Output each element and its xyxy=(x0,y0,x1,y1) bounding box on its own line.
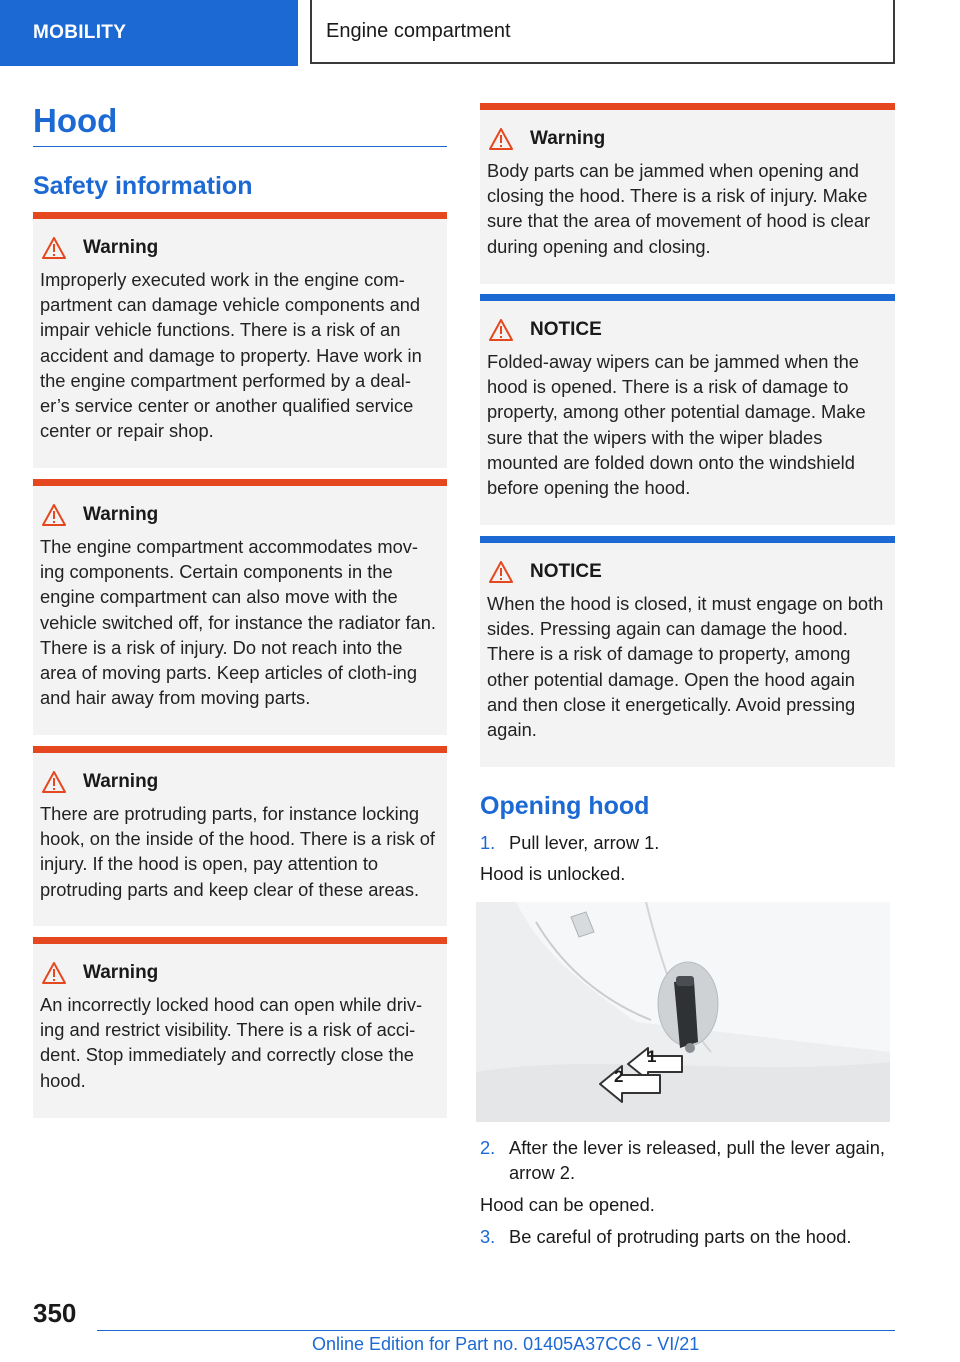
chapter-label: Engine compartment xyxy=(326,19,511,42)
safety-heading: Safety information xyxy=(33,172,253,200)
warning-label: Warning xyxy=(83,962,159,983)
list-item xyxy=(480,1135,900,1185)
notice-label: NOTICE xyxy=(530,561,602,582)
step-text: After the lever is released, pull the lever again, arrow 2. xyxy=(509,1137,885,1183)
step-text: Pull lever, arrow 1. xyxy=(509,832,660,853)
warning-triangle-icon xyxy=(42,504,66,526)
title-rule xyxy=(33,146,447,147)
warning-text: An incorrectly locked hood can open while driv-ing and restrict visibility. There is a risk of acci-dent. Stop immediately and correctly close the hood. xyxy=(40,994,423,1091)
warning-triangle-icon xyxy=(489,128,513,150)
warning-text: Body parts can be jammed when opening and closing the hood. There is a risk of injury. Make sure that the area of movement of hood is clear during opening and closing. xyxy=(487,160,871,257)
step-number: 3. xyxy=(480,1226,496,1247)
warning-box-5 xyxy=(480,103,895,284)
notice-text: When the hood is closed, it must engage on both sides. Pressing again can damage the hood. There is a risk of damage to property, among other potential damage. Open the hood again and then close it energetically. Avoid pressing again. xyxy=(487,593,884,741)
warning-triangle-icon xyxy=(42,771,66,793)
warning-text: Improperly executed work in the engine com-partment can damage vehicle components and impair vehicle functions. There is a risk of an accident and damage to property. Have work in the engine compartment performed by a deal-er’s service center or another qualified service center or repair shop. xyxy=(40,269,422,442)
warning-triangle-icon xyxy=(42,962,66,984)
notice-box-1 xyxy=(480,294,895,525)
hood-release-lever-illustration xyxy=(476,902,890,1122)
warning-box-2 xyxy=(33,479,447,735)
section-label: MOBILITY xyxy=(33,22,127,43)
notice-box-2 xyxy=(480,536,895,767)
warning-triangle-icon xyxy=(42,237,66,259)
list-item xyxy=(480,1224,900,1249)
section-tab xyxy=(0,0,298,66)
notice-text: Folded-away wipers can be jammed when the hood is opened. There is a risk of damage to property, among other potential damage. Make sure that the wipers with the wiper blades mounted are folded down onto the windshield before opening the hood. xyxy=(487,351,866,499)
arrow-2-icon xyxy=(598,1060,664,1104)
step-number: 2. xyxy=(480,1137,496,1158)
step-text: Be careful of protruding parts on the hood. xyxy=(509,1226,852,1247)
warning-box-1 xyxy=(33,212,447,468)
step-result: Hood can be opened. xyxy=(480,1194,655,1215)
page-title: Hood xyxy=(33,102,118,139)
edition-note: Online Edition for Part no. 01405A37CC6 - VI/21 xyxy=(312,1334,700,1354)
chapter-tab xyxy=(310,0,895,64)
footer-rule xyxy=(97,1330,895,1331)
lever-illustration-svg xyxy=(476,902,890,1122)
opening-heading: Opening hood xyxy=(480,792,650,820)
warning-triangle-icon xyxy=(489,561,513,583)
warning-box-4 xyxy=(33,937,447,1118)
arrow-1-label: 1 xyxy=(647,1047,657,1066)
warning-label: Warning xyxy=(530,128,606,149)
steps-list-b xyxy=(480,1135,900,1249)
step-number: 1. xyxy=(480,832,496,853)
warning-text: There are protruding parts, for instance locking hook, on the inside of the hood. There is a risk of injury. If the hood is open, pay attention to protruding parts and keep clear of these areas. xyxy=(40,803,435,900)
warning-triangle-icon xyxy=(489,319,513,341)
arrow-2-label: 2 xyxy=(614,1067,624,1086)
warning-box-3 xyxy=(33,746,447,926)
warning-label: Warning xyxy=(83,237,159,258)
step-result: Hood is unlocked. xyxy=(480,863,626,884)
list-item xyxy=(480,830,900,855)
steps-list-a xyxy=(480,830,900,886)
warning-text: The engine compartment accommodates mov-ing components. Certain components in the engine compartment can also move with the vehicle switched off, for instance the radiator fan. There is a risk of injury. Do not reach into the area of moving parts. Keep articles of cloth-ing and hair away from moving parts. xyxy=(40,536,436,709)
notice-label: NOTICE xyxy=(530,319,602,340)
page-number: 350 xyxy=(33,1298,77,1328)
warning-label: Warning xyxy=(83,771,159,792)
warning-label: Warning xyxy=(83,504,159,525)
